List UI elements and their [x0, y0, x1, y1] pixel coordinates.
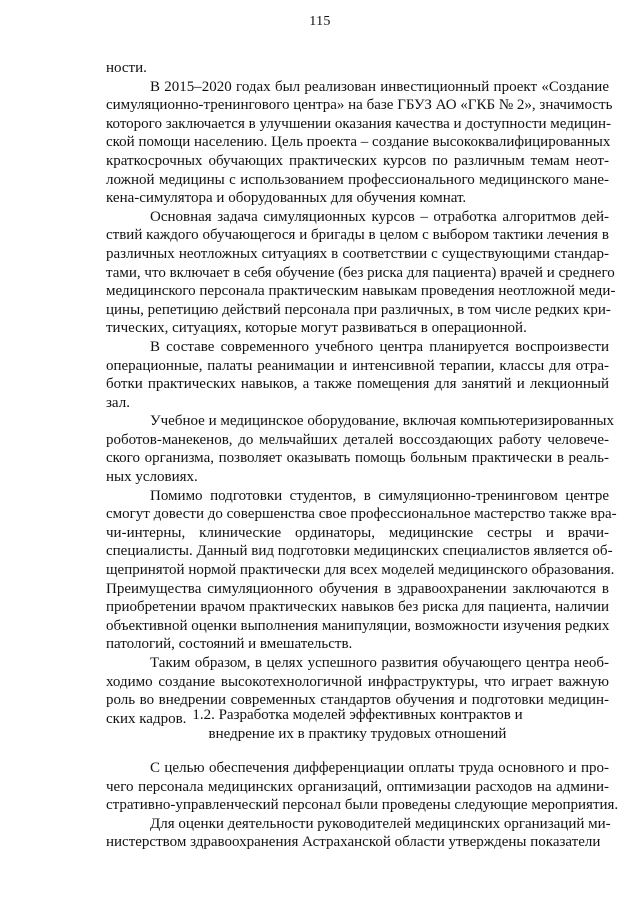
paragraph	[106, 59, 609, 78]
text-line: Преимущества симуляционного обучения в здравоохранении заключаются в	[106, 580, 609, 597]
text-line: Для оценки деятельности руководителей медицинских организаций ми-	[150, 815, 611, 832]
text-line: Основная задача симуляционных курсов – отработка алгоритмов дей-	[150, 208, 609, 225]
text-line: нистерством здравоохранения Астраханской области утверждены показатели	[106, 834, 601, 851]
section-heading	[106, 706, 609, 743]
body-text-upper	[106, 59, 617, 728]
text-line: В 2015–2020 годах был реализован инвестиционный проект «Создание	[150, 78, 609, 95]
text-line: ложной медицины с использованием профессионального медицинского мане-	[106, 171, 609, 188]
text-line: Таким образом, в целях успешного развития обучающего центра необ-	[150, 655, 609, 671]
text-line: объективной оценки выполнения манипуляции, возможности изучения редких	[106, 617, 610, 634]
paragraph	[106, 208, 616, 338]
text-line: стративно-управленческий персонал были проведены следующие мероприятия.	[106, 797, 619, 814]
text-line: ской помощи населению. Цель проекта – создание высококвалифицированных	[106, 134, 611, 151]
text-line: Помимо подготовки студентов, в симуляционно-тренинговом центре	[150, 487, 609, 504]
paragraph	[106, 815, 609, 852]
text-line: роль во внедрении современных стандартов обучения и подготовки медицин-	[106, 692, 609, 709]
text-line: которого заключается в улучшении оказания качества и доступности медицин-	[106, 115, 611, 132]
text-line: операционные, палаты реанимации и интенсивной терапии, классы для отра-	[106, 357, 609, 374]
text-line: краткосрочных обучающих практических курсов по различным темам неот-	[106, 152, 609, 169]
heading-line: внедрение их в практику трудовых отношений	[208, 725, 507, 742]
text-line: специалисты. Данный вид подготовки медицинских специалистов является об-	[106, 543, 613, 560]
text-line: зал.	[106, 394, 130, 411]
text-line: ных условиях.	[106, 469, 198, 486]
text-line: симуляционно-тренингового центра» на базе ГБУЗ АО «ГКБ № 2», значимость	[106, 97, 613, 114]
text-line: кена-симулятора и оборудованных для обучения комнат.	[106, 190, 467, 207]
text-line: тических, ситуациях, которые могут развиваться в операционной.	[106, 320, 527, 337]
paragraph	[106, 759, 619, 815]
text-line: медицинского персонала практическим навыкам проведения неотложной меди-	[106, 283, 616, 300]
paragraph	[106, 487, 617, 654]
text-line: цины, репетицию действий персонала при различных, в том числе редких кри-	[106, 301, 611, 318]
text-line: чего персонала медицинских организаций, оптимизации расходов на админи-	[106, 778, 609, 795]
paragraph	[106, 338, 609, 412]
body-text-lower	[106, 759, 619, 852]
paragraph	[106, 412, 615, 486]
text-line: Учебное и медицинское оборудование, включая компьютеризированных	[150, 413, 615, 430]
paragraph	[106, 78, 613, 208]
text-line: роботов-манекенов, до мельчайших деталей воссоздающих работу человече-	[106, 431, 609, 448]
text-line: чи-интерны, клинические ординаторы, медицинские сестры и врачи-	[106, 524, 609, 541]
text-line: ности.	[106, 60, 147, 76]
text-line: В составе современного учебного центра планируется воспроизвести	[150, 338, 609, 355]
text-line: различных неотложных ситуациях в соответствии с существующими стандар-	[106, 245, 609, 262]
text-line: ствий каждого обучающегося и бригады в целом с выбором тактики лечения в	[106, 227, 609, 244]
text-line: ских кадров.	[106, 710, 187, 727]
text-line: щепринятой нормой практически для всех моделей медицинского образования.	[106, 562, 615, 579]
text-line: патологий, состояний и вмешательств.	[106, 636, 353, 653]
text-line: ходимо создание высокотехнологичной инфраструктуры, что играет важную	[106, 673, 609, 690]
text-line: ского организма, позволяет оказывать помощь больным практически в реаль-	[106, 450, 609, 467]
text-line: смогут довести до совершенства свое профессиональное мастерство также вра-	[106, 506, 617, 523]
text-line: ботки практических навыков, а также помещения для занятий и лекционный	[106, 376, 609, 393]
heading-line: 1.2. Разработка моделей эффективных контрактов и	[192, 707, 523, 723]
text-line: С целью обеспечения дифференциации оплаты труда основного и про-	[150, 760, 609, 776]
text-line: тами, что включает в себя обучение (без риска для пациента) врачей и среднего	[106, 264, 615, 281]
page-number: 115	[309, 14, 331, 29]
text-line: приобретении врачом практических навыков без риска для пациента, наличии	[106, 599, 609, 616]
